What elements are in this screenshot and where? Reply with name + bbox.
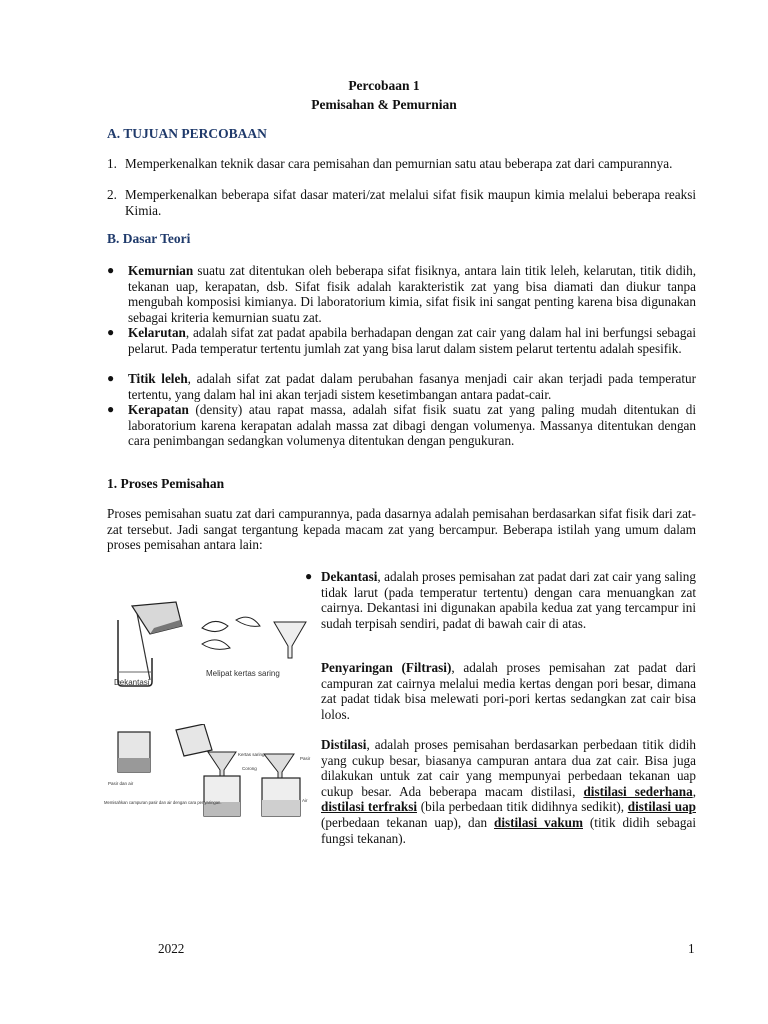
page-title: Percobaan 1 xyxy=(348,78,420,93)
section-b-heading: B. Dasar Teori xyxy=(107,231,191,246)
item-text: Memperkenalkan beberapa sifat dasar materi/zat melalui sifat fisik maupun kimia melalui beberapa reaksi Kimia. xyxy=(125,187,696,218)
description-part: , adalah proses pemisahan berdasarkan perbedaan titik didih yang cukup besar, biasanya campuran antara dua zat cair. Bisa juga dilakukan untuk zat cair yang mempunyai perbedaan tekanan uap cukup besar. Ada beberapa macam distilasi, xyxy=(321,737,696,799)
item-number: 2. xyxy=(107,187,117,202)
footer-year: 2022 xyxy=(158,941,185,956)
description-part: (titik didih sebagai fungsi tekanan). xyxy=(321,814,696,846)
proses-intro: Proses pemisahan suatu zat dari campurannya, pada dasarnya adalah pemisahan berdasarkan sifat fisik dari zat-zat tersebut. Jadi sangat tergantung kepada macam zat yang bercampur. Beberapa istilah yang umum dalam proses pemisahan antara lain: xyxy=(107,506,696,553)
description-part: , xyxy=(692,783,696,799)
term: Kelarutan xyxy=(128,325,186,340)
bullet-icon: ● xyxy=(107,371,115,385)
proses-heading: 1. Proses Pemisahan xyxy=(107,476,225,491)
distilasi-vakum-term: distilasi vakum xyxy=(493,814,583,830)
distilasi-terfraksi-term: distilasi terfraksi xyxy=(321,799,418,815)
label-kertas-saring: Kertas saring xyxy=(238,752,265,757)
label-pasir-air: Pasir dan air xyxy=(108,781,134,786)
footer-page-number: 1 xyxy=(688,941,695,956)
theory-text xyxy=(128,371,696,402)
term-description: (density) atau rapat massa, adalah sifat fisik suatu zat yang paling mudah ditentukan di laboratorium karena kerapatan adalah massa zat dibagi dengan volumenya. Massanya ditentukan dengan cara penimbangan sedangkan volumenya ditentukan dengan pengukuran. xyxy=(128,402,696,449)
decantation-figure xyxy=(110,598,310,690)
label-pasir: Pasir xyxy=(300,756,311,761)
caption-melipat: Melipat kertas saring xyxy=(206,669,280,678)
term-description: , adalah proses pemisahan zat padat dari zat cair yang saling tidak larut (pada temperatur tertentu) dengan cara menuangkan zat cairnya. Dekantasi ini digunakan apabila kedua zat yang tercampur ini sudah terpisah sendiri, padat di bawah cair di atas. xyxy=(321,569,696,631)
term-description: suatu zat ditentukan oleh beberapa sifat fisiknya, antara lain titik leleh, kelarutan, titik didih, tekanan uap, kerapatan, dsb. Sifat fisik adalah karakteristik zat yang bisa diamati dan diukur tanpa mengubah komposisi kimianya. Di laboratorium kimia, sifat fisik ini sangat penting karena bisa digunakan sebagai kriteria kemurnian suatu zat. xyxy=(128,263,696,325)
figure-caption: Memisahkan campuran pasir dan air dengan cara penyaringan. xyxy=(104,800,222,805)
term: Kemurnian xyxy=(128,263,194,278)
term: Distilasi xyxy=(321,737,367,752)
term-description: , adalah sifat zat padat apabila berhadapan dengan zat cair yang dalam hal ini berfungsi sebagai pelarut. Pada temperatur tertentu jumlah zat yang bisa larut dalam sistem pelarut tertentu adalah spesifik. xyxy=(128,325,696,356)
theory-text xyxy=(128,325,696,356)
term-description: , adalah proses pemisahan zat padat dari campuran zat cairnya melalui media kertas dengan pori besar, dimana zat padat tidak bisa melewati pori-pori kertas sedangkan zat cair bisa lolos. xyxy=(321,660,696,722)
theory-text xyxy=(128,263,696,325)
label-air: Air xyxy=(302,798,308,803)
distilasi-sederhana-term: distilasi sederhana xyxy=(583,783,693,799)
theory-text xyxy=(128,402,696,449)
caption-dekantasi: Dekantasi xyxy=(114,678,150,687)
bullet-icon: ● xyxy=(107,263,115,277)
filtration-figure xyxy=(104,724,314,820)
label-corong: Corong xyxy=(242,766,257,771)
term-description: , adalah sifat zat padat dalam perubahan fasanya menjadi cair akan terjadi pada temperatur tertentu, yang dalam hal ini akan terjadi sistem kesetimbangan antara padat-cair. xyxy=(128,371,696,402)
section-a-heading: A. TUJUAN PERCOBAAN xyxy=(107,126,267,141)
bullet-icon: ● xyxy=(107,402,115,416)
distilasi-uap-term: distilasi uap xyxy=(627,799,696,815)
term: Titik leleh xyxy=(128,371,188,386)
bullet-icon: ● xyxy=(305,569,313,583)
term: Penyaringan (Filtrasi) xyxy=(321,660,452,675)
bullet-icon: ● xyxy=(107,325,115,339)
dekantasi-text xyxy=(321,569,696,631)
term: Kerapatan xyxy=(128,402,189,417)
description-part: (bila perbedaan titik didihnya sedikit), xyxy=(417,799,628,815)
distilasi-text xyxy=(321,737,696,846)
description-part: (perbedaan tekanan uap), dan xyxy=(321,814,494,830)
page-subtitle: Pemisahan & Pemurnian xyxy=(311,97,457,112)
item-number: 1. xyxy=(107,156,117,171)
item-text: Memperkenalkan teknik dasar cara pemisahan dan pemurnian satu atau beberapa zat dari campurannya. xyxy=(125,156,673,171)
term: Dekantasi xyxy=(321,569,378,584)
filtrasi-text xyxy=(321,660,696,722)
